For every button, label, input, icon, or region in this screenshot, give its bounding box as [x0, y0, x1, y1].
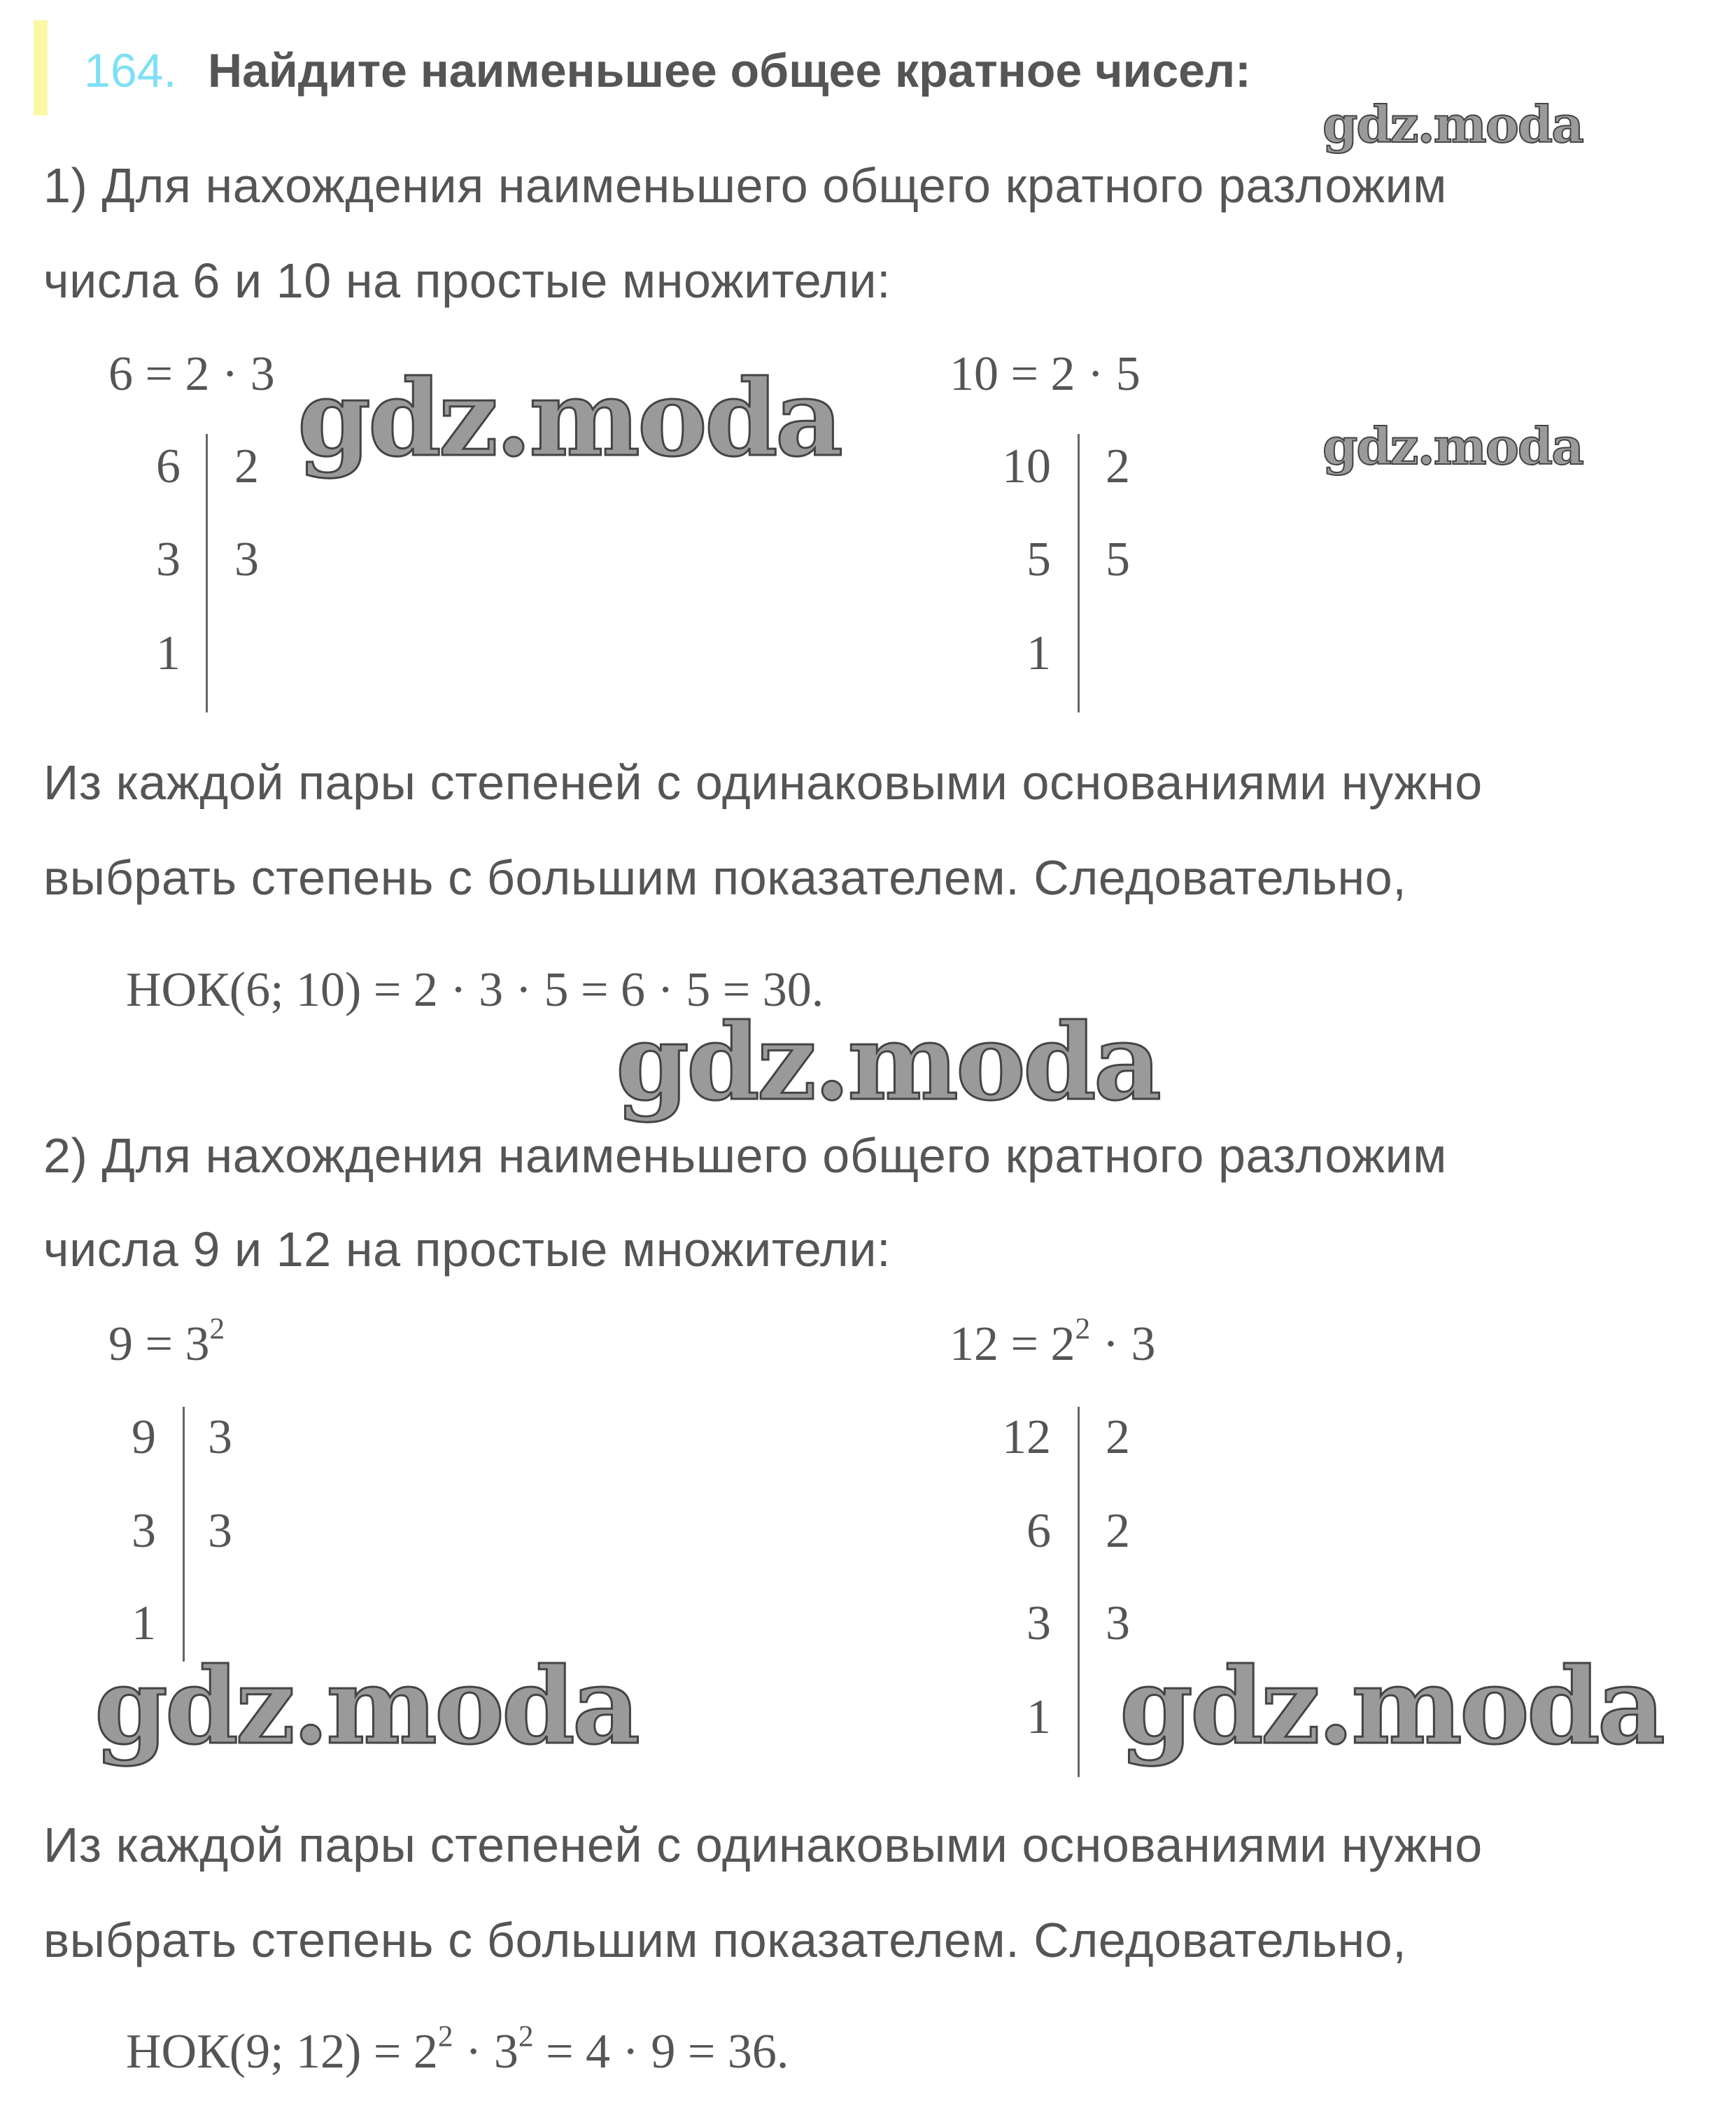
table-factor: 2	[1106, 1504, 1130, 1558]
part2-intro-line2: числа 9 и 12 на простые множители:	[43, 1222, 891, 1277]
exercise-title: Найдите наименьшее общее кратное чисел:	[208, 44, 1251, 97]
table-number: 1	[1026, 626, 1051, 680]
eq-exponent: 2	[209, 1312, 225, 1346]
table-number: 3	[156, 533, 181, 587]
table-factor: 2	[1106, 1410, 1130, 1464]
table-number: 1	[1026, 1690, 1051, 1744]
table-number: 6	[156, 440, 181, 493]
exercise-number: 164.	[84, 44, 177, 97]
eq-base: 12 = 2	[950, 1317, 1075, 1371]
table-factor: 2	[1106, 440, 1130, 493]
table-factor: 3	[208, 1504, 232, 1558]
part2-intro-line1: 2) Для нахождения наименьшего общего кратного разложим	[43, 1128, 1448, 1183]
part2-conclusion-line1: Из каждой пары степеней с одинаковыми основаниями нужно	[43, 1818, 1483, 1872]
table-number: 3	[1026, 1596, 1051, 1650]
watermark-logo: gdz.moda	[616, 1001, 1159, 1124]
result-exponent: 2	[437, 2019, 453, 2054]
watermark-logo: gdz.moda	[1322, 94, 1583, 154]
table-number: 5	[1026, 533, 1051, 587]
part1-result: НОК(6; 10) = 2 · 3 · 5 = 6 · 5 = 30.	[126, 963, 824, 1017]
result-exponent: 2	[518, 2019, 534, 2054]
table-number: 1	[132, 1596, 156, 1650]
part2-eq-left	[108, 1312, 225, 1371]
part1-conclusion-line1: Из каждой пары степеней с одинаковыми основаниями нужно	[43, 755, 1483, 810]
eq-tail: · 3	[1090, 1317, 1156, 1371]
divider-line	[1078, 1407, 1080, 1777]
accent-bar	[34, 20, 48, 115]
result-part: НОК(9; 12) = 2	[126, 2025, 438, 2079]
table-number: 9	[132, 1410, 156, 1464]
eq-base: 9 = 3	[108, 1317, 210, 1371]
part2-eq-right	[950, 1312, 1156, 1371]
result-part: = 4 · 9 = 36.	[533, 2025, 789, 2079]
table-number: 6	[1026, 1504, 1051, 1558]
part2-conclusion-line2: выбрать степень с большим показателем. Следовательно,	[43, 1913, 1407, 1967]
table-factor: 3	[208, 1410, 232, 1464]
part1-eq-left: 6 = 2 · 3	[108, 347, 275, 401]
divider-line	[1078, 434, 1080, 712]
table-number: 12	[1002, 1410, 1051, 1464]
table-number: 1	[156, 626, 181, 680]
table-number: 3	[132, 1504, 156, 1558]
table-factor: 3	[1106, 1596, 1130, 1650]
part2-result	[126, 2019, 789, 2079]
part1-eq-right: 10 = 2 · 5	[950, 347, 1141, 401]
table-factor: 3	[234, 533, 259, 587]
divider-line	[183, 1407, 185, 1662]
part1-intro-line2: числа 6 и 10 на простые множители:	[43, 253, 891, 308]
table-number: 10	[1002, 440, 1051, 493]
table-factor: 5	[1106, 533, 1130, 587]
watermark-logo: gdz.moda	[297, 357, 841, 480]
watermark-logo: gdz.moda	[1120, 1645, 1663, 1768]
part1-intro-line1: 1) Для нахождения наименьшего общего кратного разложим	[43, 158, 1448, 213]
result-part: · 3	[453, 2025, 518, 2079]
eq-exponent: 2	[1075, 1312, 1091, 1346]
watermark-logo: gdz.moda	[1322, 416, 1583, 476]
watermark-logo: gdz.moda	[94, 1645, 638, 1768]
table-factor: 2	[234, 440, 259, 493]
divider-line	[206, 434, 208, 712]
part1-conclusion-line2: выбрать степень с большим показателем. Следовательно,	[43, 850, 1407, 905]
